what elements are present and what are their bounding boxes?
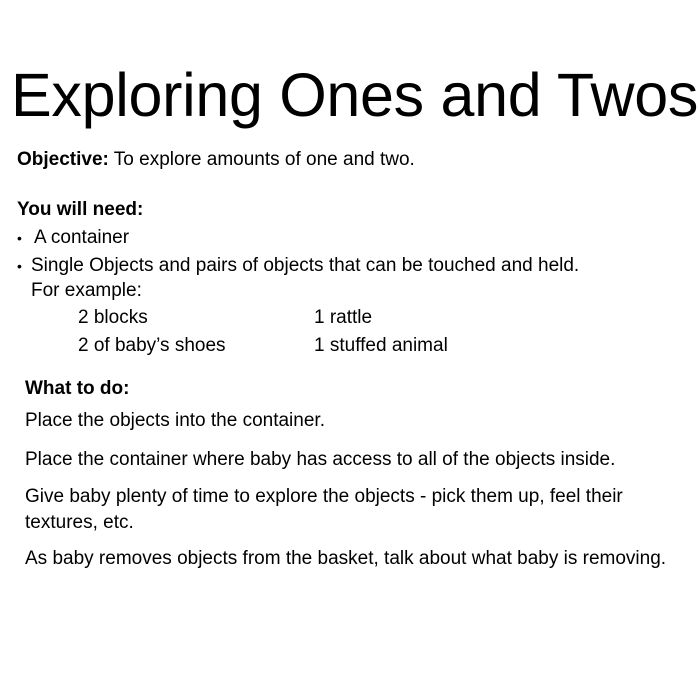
objective-text: To explore amounts of one and two. [108, 149, 415, 170]
bullet-icon: • [17, 230, 22, 246]
materials-item-text: A container [34, 227, 130, 248]
example-single-item: 1 rattle [314, 307, 373, 328]
instruction-step: Place the objects into the container. [25, 410, 325, 431]
materials-item-text: Single Objects and pairs of objects that can be touched and held. [31, 255, 580, 276]
page-title: Exploring Ones and Twos [11, 61, 699, 129]
materials-heading: You will need: [17, 199, 144, 220]
example-pair-item: 2 of baby’s shoes [78, 335, 226, 356]
bullet-icon: • [17, 258, 22, 274]
instructions-heading: What to do: [25, 378, 130, 399]
example-single-item: 1 stuffed animal [314, 335, 448, 356]
example-intro: For example: [31, 280, 142, 301]
objective-label: Objective: [17, 149, 109, 170]
instruction-step: Give baby plenty of time to explore the objects - pick them up, feel their textures, etc. [25, 486, 623, 533]
instruction-step: Place the container where baby has access to all of the objects inside. [25, 449, 616, 470]
example-pair-item: 2 blocks [78, 307, 148, 328]
instruction-step: As baby removes objects from the basket, talk about what baby is removing. [25, 548, 667, 569]
objective-line [17, 148, 415, 172]
